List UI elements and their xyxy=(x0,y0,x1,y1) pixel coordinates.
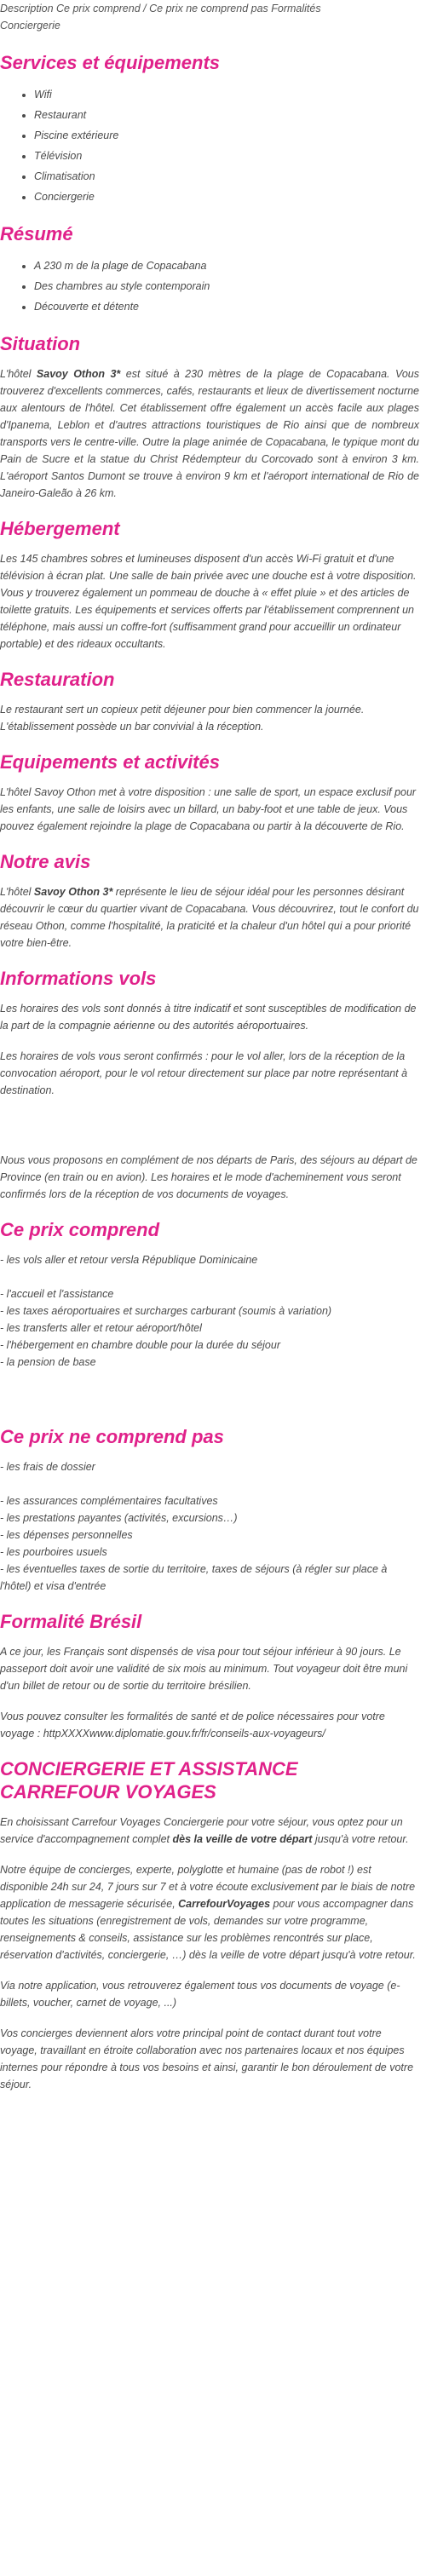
resume-section xyxy=(0,222,419,317)
vols-text-2: Les horaires de vols vous seront confirmés : pour le vol aller, lors de la réception de la convocation aéroport, pour le vol retour directement sur place par notre représentant à destination. xyxy=(0,1050,408,1096)
formalite-text-2: Vous pouvez consulter les formalités de santé et de police nécessaires pour votre voyage : httpXXXXwww.diplomatie.gouv.fr/fr/conseils-aux-voyageurs/ xyxy=(0,1711,385,1739)
text-run: L'hôtel xyxy=(0,886,34,898)
resume-list xyxy=(0,256,419,317)
tab-ce-prix-comprend[interactable]: Ce prix comprend xyxy=(56,3,141,14)
tab-separator: / xyxy=(143,3,147,14)
list-item: - les transferts aller et retour aéroport/hôtel xyxy=(0,1322,202,1334)
equipements-section xyxy=(0,750,419,835)
list-item: • Conciergerie xyxy=(34,187,419,207)
formalite-text-1: A ce jour, les Français sont dispensés de visa pour tout séjour inférieur à 90 jours. Le passeport doit avoir une validité de six mois au minimum. Tout voyageur doit être muni d'un billet de retour ou de sortie du territoire brésilien. xyxy=(0,1646,408,1692)
formalite-title: Formalité Brésil xyxy=(0,1611,142,1632)
list-item: • Restaurant xyxy=(34,105,419,125)
comprend-title: Ce prix comprend xyxy=(0,1219,160,1240)
list-item: - l'accueil et l'assistance xyxy=(0,1288,114,1300)
list-item: • Télévision xyxy=(34,146,419,166)
situation-title: Situation xyxy=(0,333,81,354)
list-item: • Wifi xyxy=(34,84,419,105)
avis-section xyxy=(0,850,419,952)
hebergement-text: Les 145 chambres sobres et lumineuses disposent d'un accès Wi-Fi gratuit et d'une télévision à écran plat. Une salle de bain privée avec une douche est à votre disposition. Vous y trouverez également un pommeau de douche à « effet pluie » et des articles de toilette gratuits. Les équipements et services offerts par l'établissement comprennent un téléphone, mais aussi un coffre-fort (suffisamment grand pour accueillir un ordinateur portable) et des rideaux occultants. xyxy=(0,553,417,650)
list-item: - les prestations payantes (activités, excursions…) xyxy=(0,1512,238,1524)
hotel-name: Savoy Othon 3* xyxy=(33,886,113,898)
list-item: - les taxes aéroportuaires et surcharges carburant (soumis à variation) xyxy=(0,1305,332,1317)
equipements-text: L'hôtel Savoy Othon met à votre disposition : une salle de sport, un espace exclusif pour les enfants, une salle de loisirs avec un billard, un baby-foot et une table de jeux. Vous pouvez également rejoindre la plage de Copacabana ou partir à la découverte de Rio. xyxy=(0,786,417,832)
list-item: - les vols aller et retour versla République Dominicaine xyxy=(0,1254,258,1266)
list-item: - l'hébergement en chambre double pour la durée du séjour xyxy=(0,1339,280,1351)
list-item: - les dépenses personnelles xyxy=(0,1529,133,1541)
text-run: pour vous accompagner dans toutes les situations (enregistrement de vols, demandes sur votre programme, renseignements & conseils, assistance sur les problèmes rencontrés sur place, réservation d'activités, conciergerie, …) dès la veille de votre départ jusqu'à votre retour. xyxy=(0,1898,416,1961)
vols-text-1: Les horaires des vols sont donnés à titre indicatif et sont susceptibles de modification de la part de la compagnie aérienne ou des autorités aéroportuaires. xyxy=(0,1003,417,1032)
list-item: - les assurances complémentaires facultatives xyxy=(0,1495,218,1507)
list-item: - les pourboires usuels xyxy=(0,1546,107,1558)
formalite-section xyxy=(0,1610,419,1742)
services-title: Services et équipements xyxy=(0,52,221,73)
tab-ce-prix-ne-comprend-pas[interactable]: Ce prix ne comprend pas xyxy=(149,3,268,14)
conciergerie-text-2 xyxy=(0,1861,419,1964)
ne-comprend-title: Ce prix ne comprend pas xyxy=(0,1426,224,1447)
list-item: • Découverte et détente xyxy=(34,296,419,317)
hebergement-section xyxy=(0,517,419,653)
tab-bar xyxy=(0,0,419,34)
spacer xyxy=(0,1113,419,1152)
conciergerie-text-1 xyxy=(0,1814,419,1848)
situation-text xyxy=(0,365,419,502)
avis-title: Notre avis xyxy=(0,851,91,872)
services-section xyxy=(0,51,419,207)
comprend-section xyxy=(0,1218,419,1410)
tab-description[interactable]: Description xyxy=(0,3,54,14)
vols-title: Informations vols xyxy=(0,968,157,989)
list-item: - les frais de dossier xyxy=(0,1461,95,1473)
restauration-section xyxy=(0,668,419,735)
conciergerie-text-4: Vos concierges deviennent alors votre principal point de contact durant tout votre voyage, travaillant en étroite collaboration avec nos partenaires locaux et nos équipes internes pour répondre à tous vos besoins et ainsi, garantir le bon déroulement de votre séjour. xyxy=(0,2027,414,2090)
text-run: est situé à 230 mètres de la plage de Copacabana. Vous trouverez d'excellents commerces, cafés, restaurants et lieux de divertissement nocturne aux alentours de l'hôtel. Cet établissement offre également un accès facile aux plages d'Ipanema, Leblon et d'autres attractions touristiques de Rio ainsi que de nombreux transports vers le centre-ville. Outre la plage animée de Copacabana, le typique mont du Pain de Sucre et la statue du Christ Rédempteur du Corcovado sont à environ 3 km. L'aéroport Santos Dumont se trouve à environ 9 km et l'aéroport international de Rio de Janeiro-Galeão à 26 km. xyxy=(0,368,420,499)
text-run: jusqu'à votre retour. xyxy=(312,1833,409,1845)
hebergement-title: Hébergement xyxy=(0,518,120,539)
equipements-title: Equipements et activités xyxy=(0,751,220,773)
tab-formalites[interactable]: Formalités xyxy=(271,3,321,14)
services-list xyxy=(0,84,419,207)
hotel-name: Savoy Othon 3* xyxy=(36,368,121,380)
avis-text xyxy=(0,883,419,952)
text-run: représente le lieu de séjour idéal pour les personnes désirant découvrir le cœur du quartier vivant de Copacabana. Vous découvrirez, tout le confort du réseau Othon, comme l'hospitalité, la praticité et la chaleur d'un hôtel qui a pour priorité votre bien-être. xyxy=(0,886,419,949)
conciergerie-text-3: Via notre application, vous retrouverez également tous vos documents de voyage (e-billets, voucher, carnet de voyage, ...) xyxy=(0,1980,400,2009)
text-emphasis: dès la veille de votre départ xyxy=(172,1833,313,1845)
text-run: L'hôtel xyxy=(0,368,37,380)
ne-comprend-section xyxy=(0,1425,419,1595)
list-item: - les éventuelles taxes de sortie du territoire, taxes de séjours (à régler sur place à l'hôtel) et visa d'entrée xyxy=(0,1563,388,1592)
conciergerie-title: CONCIERGERIE ET ASSISTANCE CARREFOUR VOYAGES xyxy=(0,1758,298,1803)
conciergerie-section xyxy=(0,1757,419,2093)
list-item: • Des chambres au style contemporain xyxy=(34,276,419,296)
list-item: • A 230 m de la plage de Copacabana xyxy=(34,256,419,276)
tab-conciergerie[interactable]: Conciergerie xyxy=(0,20,60,32)
list-item: - la pension de base xyxy=(0,1356,96,1368)
app-name: CarrefourVoyages xyxy=(178,1898,271,1910)
vols-text-3: Nous vous proposons en complément de nos départs de Paris, des séjours au départ de Province (en train ou en avion). Les horaires et le mode d'acheminement vous seront confirmés lors de la réception de vos documents de voyages. xyxy=(0,1154,417,1200)
spacer xyxy=(0,1371,419,1410)
situation-section xyxy=(0,332,419,502)
list-item: • Piscine extérieure xyxy=(34,125,419,146)
spacer xyxy=(0,1268,419,1285)
text-run: En choisissant Carrefour Voyages Conciergerie pour votre séjour, vous optez pour un service d'accompagnement complet xyxy=(0,1816,403,1845)
restauration-text: Le restaurant sert un copieux petit déjeuner pour bien commencer la journée. L'établissement possède un bar convivial à la réception. xyxy=(0,704,365,733)
spacer xyxy=(0,1475,419,1492)
restauration-title: Restauration xyxy=(0,669,115,690)
vols-section xyxy=(0,967,419,1203)
text-run: Notre équipe de concierges, experte, polyglotte et humaine (pas de robot !) est disponible 24h sur 24, 7 jours sur 7 et à votre écoute exclusivement par le biais de notre application de messagerie sécurisée, xyxy=(0,1864,416,1910)
resume-title: Résumé xyxy=(0,223,73,244)
list-item: • Climatisation xyxy=(34,166,419,187)
